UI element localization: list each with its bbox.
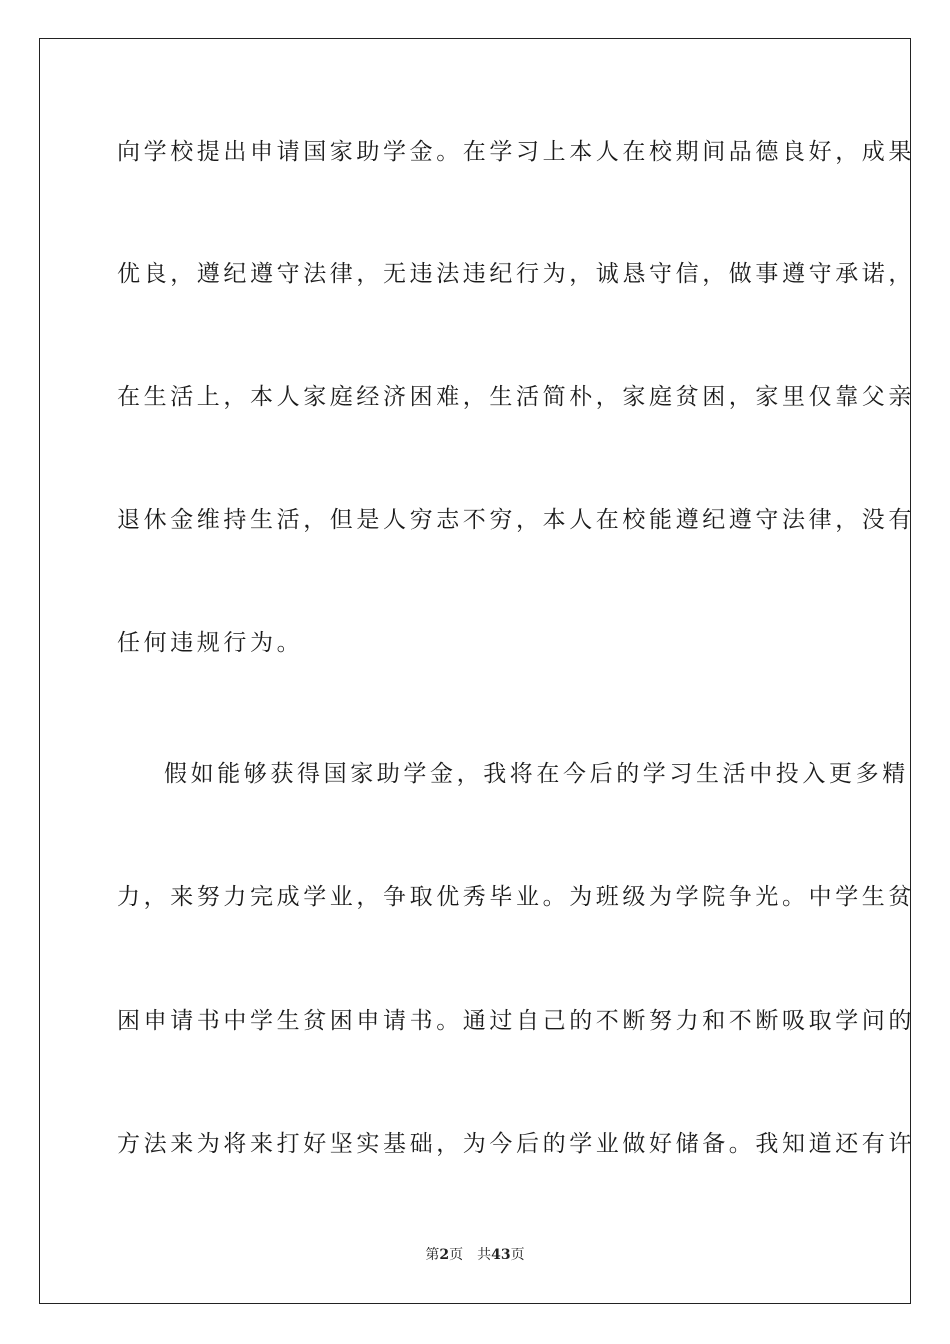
body-line-2: 优良，遵纪遵守法律，无违法违纪行为，诚恳守信，做事遵守承诺， (117, 261, 915, 287)
page-number: 2 (439, 1247, 450, 1263)
total-suffix: 页 (510, 1247, 525, 1263)
page-border (39, 38, 915, 1304)
body-line-4: 退休金维持生活，但是人穷志不穷，本人在校能遵纪遵守法律，没有 (117, 507, 915, 533)
page-footer (0, 1245, 950, 1265)
body-line-3: 在生活上，本人家庭经济困难，生活简朴，家庭贫困，家里仅靠父亲 (117, 384, 915, 410)
paragraph-2-line-1: 假如能够获得国家助学金，我将在今后的学习生活中投入更多精 (164, 761, 909, 787)
total-prefix: 共 (477, 1247, 492, 1263)
page-suffix: 页 (449, 1247, 464, 1263)
paragraph-2-line-2: 力，来努力完成学业，争取优秀毕业。为班级为学院争光。中学生贫 (117, 884, 915, 910)
total-pages: 43 (491, 1247, 511, 1263)
paragraph-2-line-4: 方法来为将来打好坚实基础，为今后的学业做好储备。我知道还有许 (117, 1131, 915, 1157)
body-line-1: 向学校提出申请国家助学金。在学习上本人在校期间品德良好，成果 (117, 139, 915, 165)
body-line-5: 任何违规行为。 (117, 630, 304, 656)
page-prefix: 第 (425, 1247, 440, 1263)
paragraph-2-line-3: 困申请书中学生贫困申请书。通过自己的不断努力和不断吸取学问的 (117, 1008, 915, 1034)
